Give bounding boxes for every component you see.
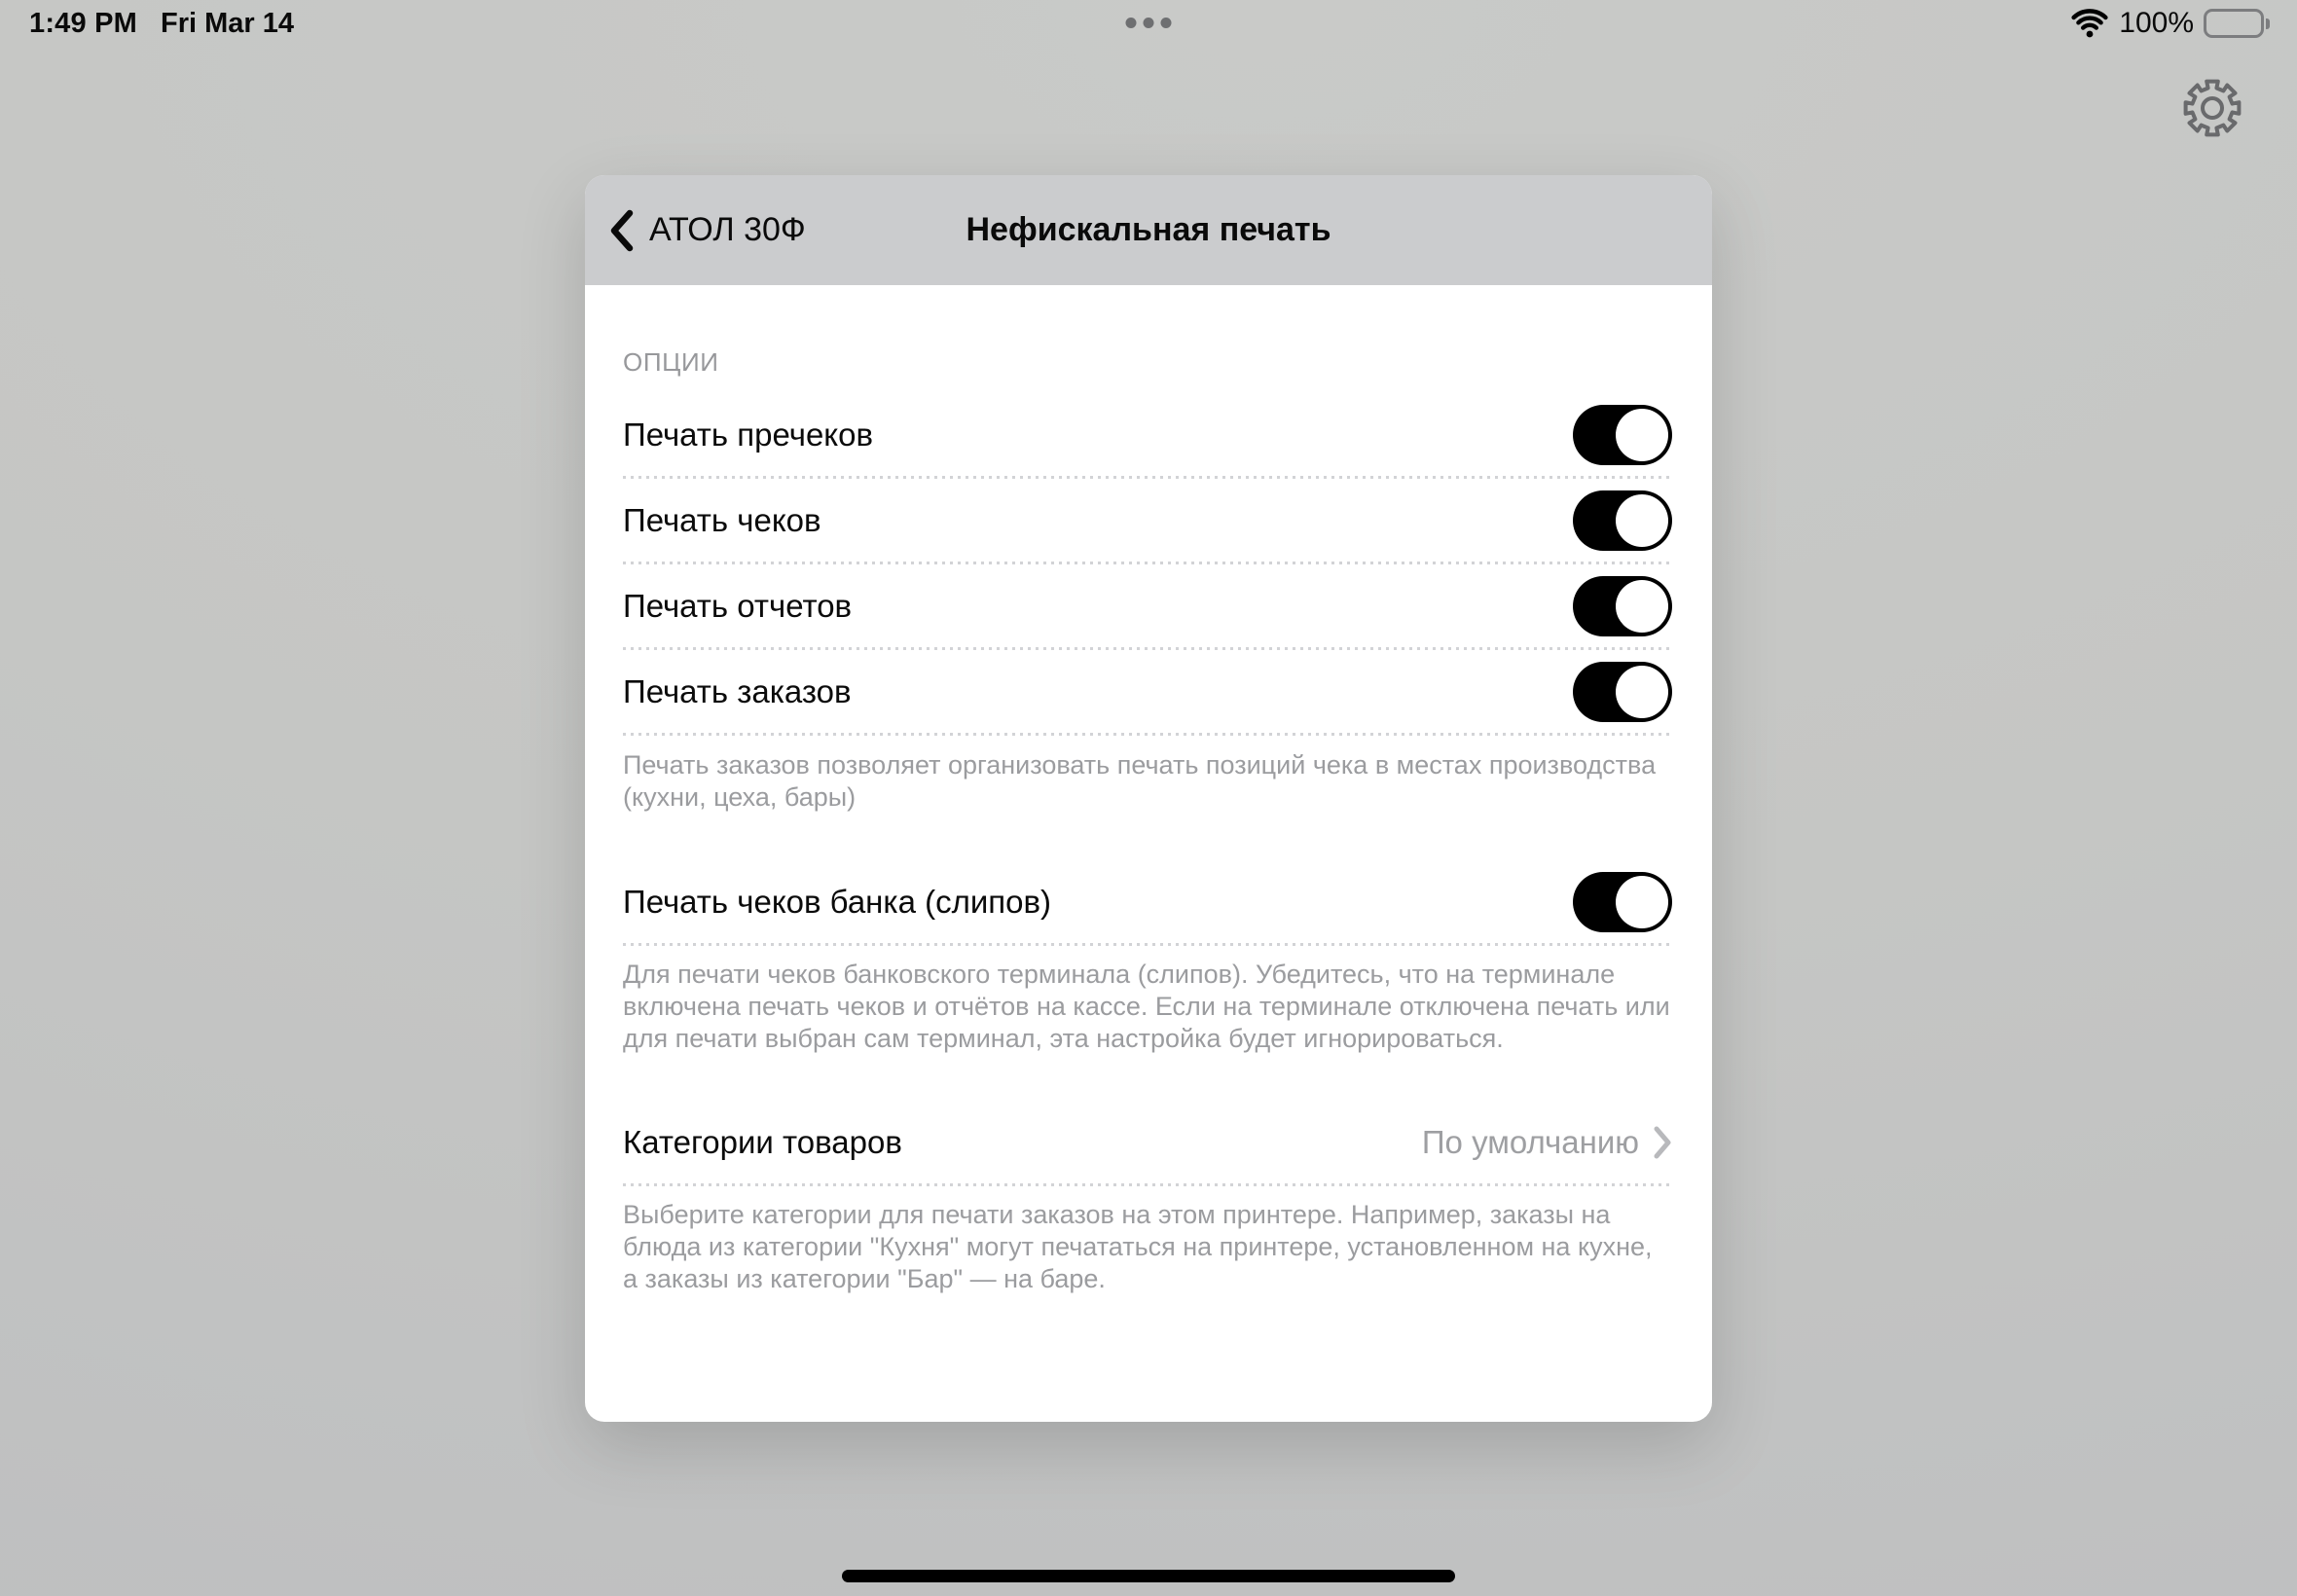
modal-body [585,347,1712,1295]
print-orders-description: Печать заказов позволяет организовать печать позиций чека в местах производства (кухни, цеха, бары) [623,750,1657,812]
back-button[interactable] [610,175,806,285]
print-receipts-toggle[interactable] [1573,490,1672,551]
date: Fri Mar 14 [161,7,294,39]
section-header-options: ОПЦИИ [623,347,719,377]
home-indicator[interactable] [842,1570,1455,1582]
selected-value: По умолчанию [1421,1124,1639,1160]
row-label: Печать отчетов [623,588,853,624]
row-print-reports [623,563,1672,649]
product-categories-description: Выберите категории для печати заказов на этом принтере. Например, заказы на блюда из категории "Кухня" могут печататься на принтере, установленном на кухне, а заказы из категории "Бар" — на баре. [623,1200,1653,1293]
status-right [2070,7,2270,40]
wifi-icon [2070,9,2109,39]
row-label: Печать заказов [623,673,852,709]
battery-icon [2204,9,2270,38]
clock: 1:49 PM [29,7,137,39]
status-left [29,8,294,40]
row-label: Категории товаров [623,1124,902,1160]
multitasking-dots-icon[interactable] [1126,18,1172,28]
print-bank-slips-description: Для печати чеков банковского терминала (слипов). Убедитесь, что на терминале включена печать чеков и отчётов на кассе. Если на терминале отключена печать или для печати выбран сам терминал, эта настройка будет игнорироваться. [623,960,1670,1053]
row-product-categories[interactable] [623,1100,1672,1185]
chevron-left-icon [610,209,634,252]
modal-header [585,175,1712,285]
back-button-label: АТОЛ 30Ф [649,211,806,248]
chevron-right-icon [1653,1125,1672,1160]
printer-settings-modal [585,175,1712,1422]
print-prechecks-toggle[interactable] [1573,405,1672,465]
battery-percent: 100% [2119,7,2194,39]
row-print-prechecks [623,392,1672,478]
print-reports-toggle[interactable] [1573,576,1672,636]
status-bar [0,0,2297,47]
row-label: Печать чеков банка (слипов) [623,884,1052,920]
page-title: Нефискальная печать [966,211,1331,248]
row-label: Печать пречеков [623,417,873,453]
print-bank-slips-toggle[interactable] [1573,872,1672,932]
row-label: Печать чеков [623,502,821,538]
settings-gear-icon[interactable] [2181,77,2243,139]
row-print-bank-slips [623,859,1672,945]
row-print-receipts [623,478,1672,563]
row-print-orders [623,649,1672,735]
print-orders-toggle[interactable] [1573,662,1672,722]
